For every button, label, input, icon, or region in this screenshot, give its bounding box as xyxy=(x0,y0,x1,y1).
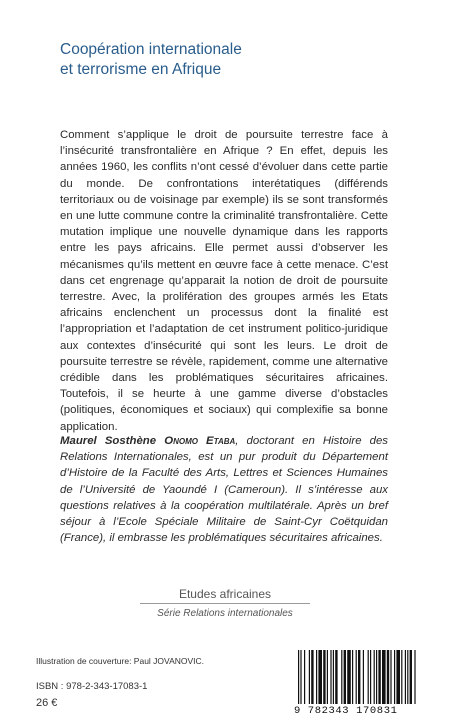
barcode-bar xyxy=(323,650,325,704)
barcode-icon xyxy=(294,650,420,708)
barcode-bar xyxy=(327,650,328,704)
barcode-bar xyxy=(311,650,313,704)
barcode-bar xyxy=(387,650,389,704)
barcode-bar xyxy=(309,650,310,704)
barcode-bar xyxy=(401,650,402,704)
barcode-bar xyxy=(410,650,412,704)
price: 26 € xyxy=(36,697,58,709)
title-line-1: Coopération internationale xyxy=(60,41,242,58)
barcode-bar xyxy=(378,650,380,704)
barcode-bar xyxy=(394,650,395,704)
barcode-bar xyxy=(376,650,377,704)
barcode-bar xyxy=(352,650,353,704)
barcode-bar xyxy=(341,650,342,704)
barcode-bar xyxy=(300,650,301,704)
collection-series: Série Relations internationales xyxy=(157,608,293,619)
barcode-bar xyxy=(368,650,369,704)
barcode-bar xyxy=(407,650,408,704)
isbn: ISBN : 978-2-343-17083-1 xyxy=(36,681,148,692)
barcode-bar xyxy=(333,650,334,704)
author-biography xyxy=(60,433,388,546)
barcode-bar xyxy=(363,650,364,704)
barcode-bar xyxy=(370,650,371,704)
barcode-bar xyxy=(298,650,299,704)
author-surname: Onomo Etaba xyxy=(164,435,236,447)
barcode-bar xyxy=(344,650,346,704)
cover-credit: Illustration de couverture: Paul JOVANOVIC. xyxy=(36,656,205,666)
barcode-bar xyxy=(335,650,337,704)
barcode-digits: 9 782343 170831 xyxy=(294,705,398,717)
barcode-bar xyxy=(347,650,351,704)
back-cover-summary: Comment s’applique le droit de poursuite terrestre face à l’insécurité transfrontalière en Afrique ? En effet, depuis les années 1960, les conflits n’ont cessé d’évoluer dans cette partie du monde. De confrontations interétatiques (différends territoriaux ou de voisinage par exemple) ils se sont transformés en une lutte commune contre la criminalité transfrontalière. Cette mutation implique une nouvelle dynamique dans les rapports entre les pays africains. Elle permet aussi d’observer les mécanismes qu’ils mettent en œuvre face à cette menace. C’est dans cet engrenage qu’apparait la notion de droit de poursuite terrestre. Avec, la prolifération des groupes armés les Etats africains enclenchent un processus dont la finalité est l’appropriation et l’adaptation de cet instrument politico-juridique aux contextes d’insécurité qui sont les leurs. Le droit de poursuite terrestre se révèle, rapidement, comme une alternative crédible dans les problématiques sécuritaires africaines. Toutefois, il se heurte à une gamme diverse d’obstacles (politiques, économiques et sociaux) qui complexifie sa bonne application. xyxy=(60,129,388,433)
barcode-bar xyxy=(330,650,331,704)
barcode-bar xyxy=(316,650,317,704)
collection-block xyxy=(0,586,450,620)
author-given-names: Maurel Sosthène xyxy=(60,435,157,447)
barcode-bar xyxy=(390,650,391,704)
collection-divider xyxy=(140,603,310,604)
barcode-bar xyxy=(405,650,406,704)
barcode-bar xyxy=(374,650,375,704)
author-bio-text: , doctorant en Histoire des Relations Internationales, est un pur produit du Département d’Histoire de la Faculté des Arts, Lettres et Sciences Humaines de l’Université de Yaoundé I (Cameroun). Il s’intéresse aux questions relatives à la coopération multilatérale. Après un bref séjour à l’Ecole Spéciale Militaire de Saint-Cyr Coëtquidan (France), il embrasse les problématiques sécuritaires africaines. xyxy=(60,435,388,545)
barcode-bar xyxy=(356,650,357,704)
barcode-bar xyxy=(414,650,415,704)
title-line-2: et terrorisme en Afrique xyxy=(60,61,222,78)
barcode-bar xyxy=(358,650,360,704)
book-title xyxy=(60,40,400,80)
barcode-bar xyxy=(382,650,386,704)
collection-name: Etudes africaines xyxy=(178,587,272,601)
barcode-bar xyxy=(396,650,400,704)
barcode-bars xyxy=(294,650,420,706)
barcode-bar xyxy=(304,650,305,704)
barcode-bar xyxy=(318,650,322,704)
